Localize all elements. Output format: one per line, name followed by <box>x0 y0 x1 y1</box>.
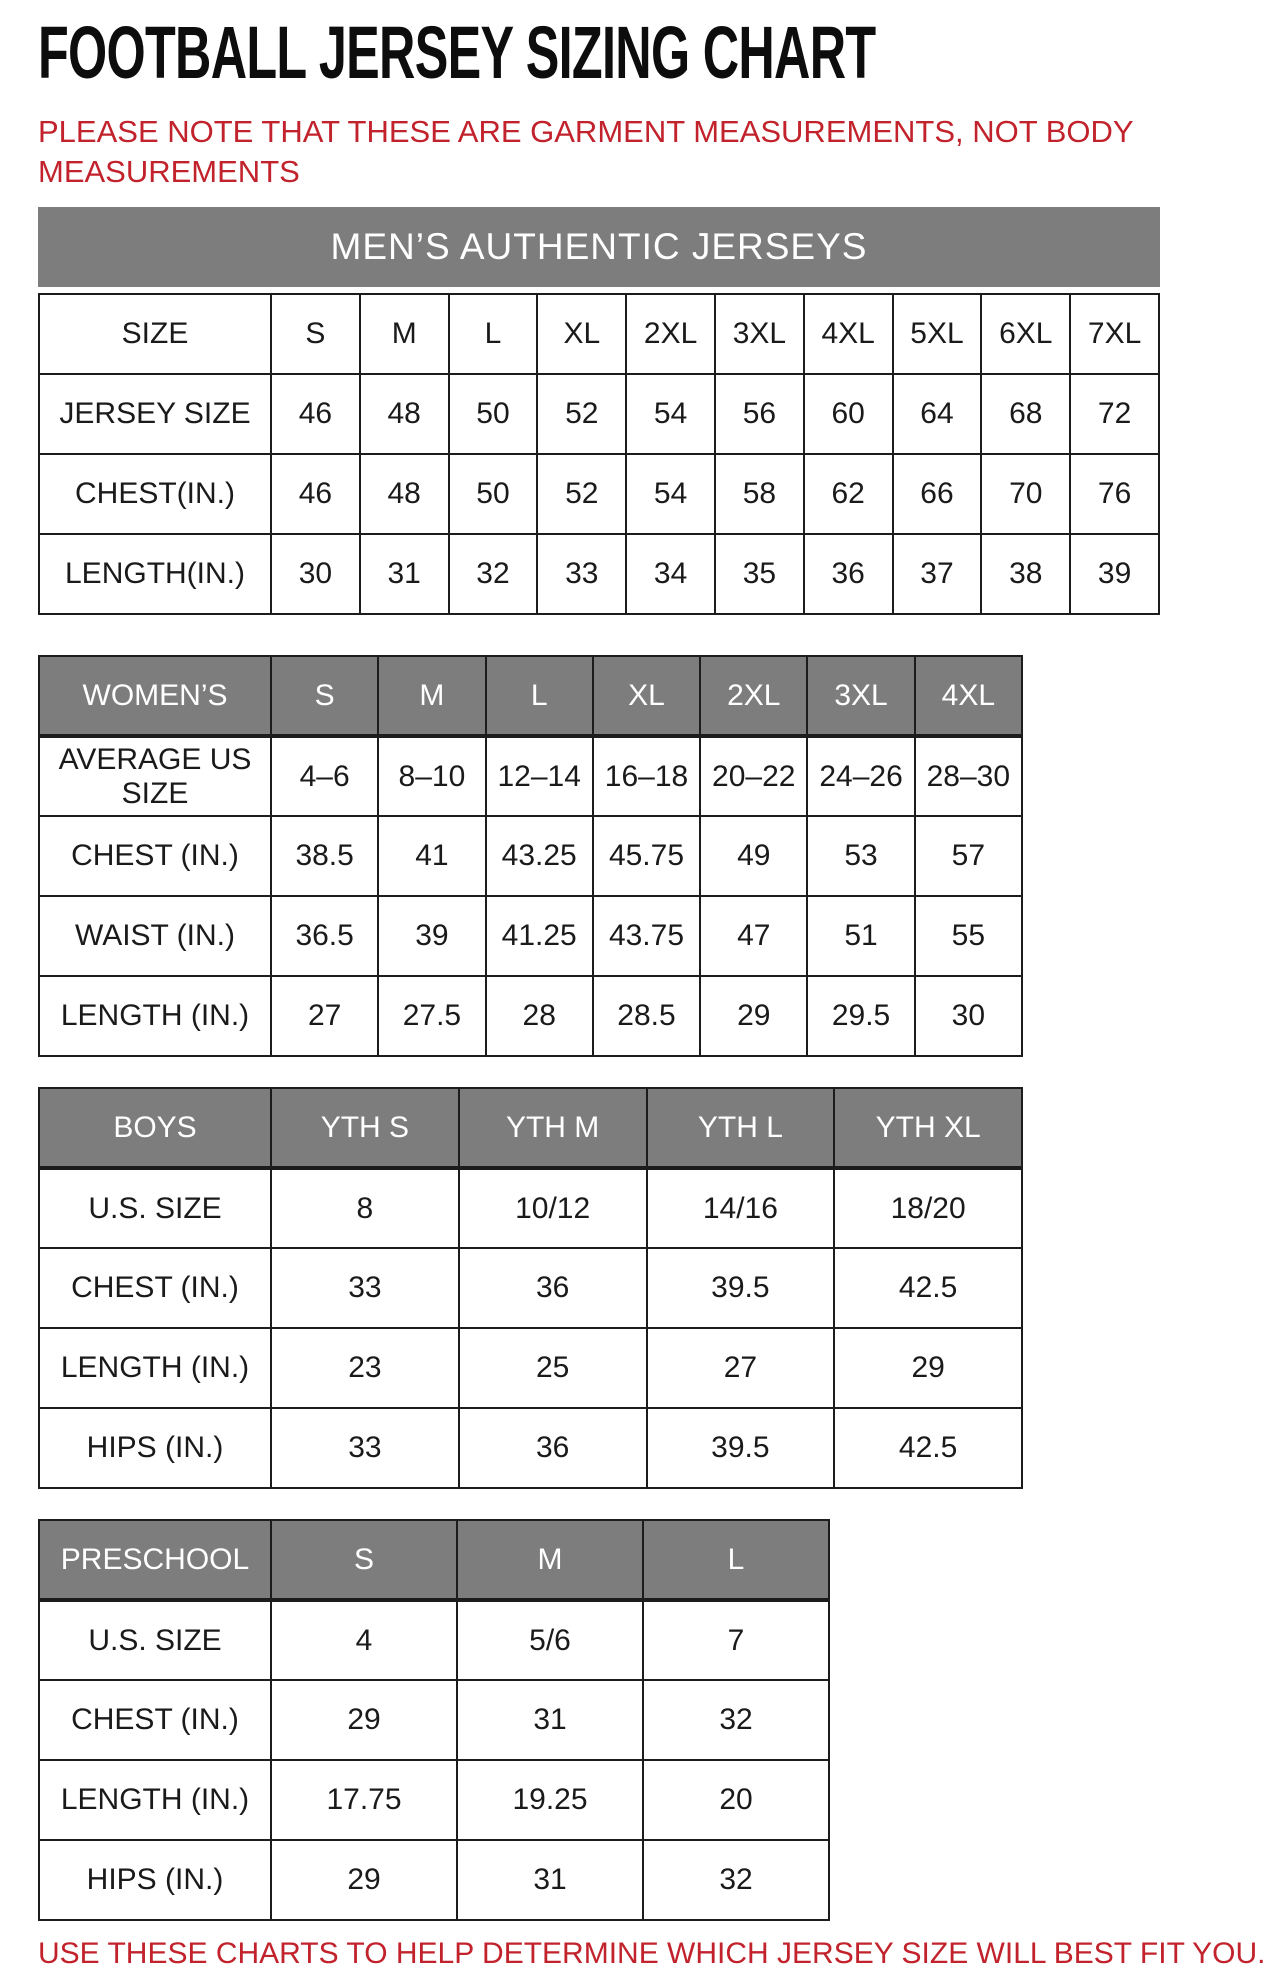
data-cell: 37 <box>893 534 982 614</box>
boys-row-u-s-size <box>39 1168 1022 1248</box>
row-label: HIPS (IN.) <box>39 1840 271 1920</box>
boys-row-hips-in- <box>39 1408 1022 1488</box>
row-label: HIPS (IN.) <box>39 1408 271 1488</box>
data-cell: 28.5 <box>593 976 700 1056</box>
boys-sizing-table <box>38 1087 1023 1489</box>
womens-header-row <box>39 656 1022 736</box>
womens-column-header-3xl: 3XL <box>807 656 914 736</box>
boys-column-header-yth-s: YTH S <box>271 1088 459 1168</box>
row-label: LENGTH (IN.) <box>39 1760 271 1840</box>
data-cell: 31 <box>360 534 449 614</box>
data-cell: 50 <box>449 374 538 454</box>
data-cell: 8–10 <box>378 736 485 816</box>
data-cell: 39 <box>1070 534 1159 614</box>
data-cell: 4 <box>271 1600 457 1680</box>
boys-column-header-yth-m: YTH M <box>459 1088 647 1168</box>
data-cell: 7 <box>643 1600 829 1680</box>
preschool-column-header-s: S <box>271 1520 457 1600</box>
data-cell: 31 <box>457 1840 643 1920</box>
data-cell: 48 <box>360 374 449 454</box>
data-cell: 29 <box>271 1680 457 1760</box>
preschool-row-u-s-size <box>39 1600 829 1680</box>
footer-note: USE THESE CHARTS TO HELP DETERMINE WHICH JERSEY SIZE WILL BEST FIT YOU. <box>38 1937 1266 1971</box>
mens-row-length-in- <box>39 534 1159 614</box>
data-cell: 64 <box>893 374 982 454</box>
data-cell: 38 <box>981 534 1070 614</box>
page-title: FOOTBALL JERSEY SIZING CHART <box>38 11 876 94</box>
row-label: JERSEY SIZE <box>39 374 271 454</box>
data-cell: 27 <box>271 976 378 1056</box>
mens-header-row <box>39 294 1159 374</box>
data-cell: 30 <box>915 976 1022 1056</box>
data-cell: 35 <box>715 534 804 614</box>
data-cell: 32 <box>449 534 538 614</box>
data-cell: 51 <box>807 896 914 976</box>
row-label: CHEST (IN.) <box>39 816 271 896</box>
data-cell: 56 <box>715 374 804 454</box>
data-cell: 39.5 <box>647 1408 835 1488</box>
data-cell: 45.75 <box>593 816 700 896</box>
data-cell: 46 <box>271 374 360 454</box>
womens-row-chest-in- <box>39 816 1022 896</box>
data-cell: 66 <box>893 454 982 534</box>
data-cell: 43.75 <box>593 896 700 976</box>
data-cell: 39.5 <box>647 1248 835 1328</box>
mens-column-header-5xl: 5XL <box>893 294 982 374</box>
mens-column-header-2xl: 2XL <box>626 294 715 374</box>
boys-column-header-label: BOYS <box>39 1088 271 1168</box>
row-label: LENGTH (IN.) <box>39 976 271 1056</box>
data-cell: 25 <box>459 1328 647 1408</box>
data-cell: 16–18 <box>593 736 700 816</box>
data-cell: 33 <box>537 534 626 614</box>
data-cell: 38.5 <box>271 816 378 896</box>
mens-sizing-table <box>38 293 1160 615</box>
data-cell: 36 <box>459 1248 647 1328</box>
garment-measurements-note <box>38 112 1200 191</box>
mens-row-jersey-size <box>39 374 1159 454</box>
data-cell: 29 <box>834 1328 1022 1408</box>
preschool-sizing-table <box>38 1519 830 1921</box>
row-label: CHEST (IN.) <box>39 1248 271 1328</box>
note-line-2: MEASUREMENTS <box>38 153 300 189</box>
row-label: CHEST (IN.) <box>39 1680 271 1760</box>
data-cell: 29 <box>700 976 807 1056</box>
data-cell: 24–26 <box>807 736 914 816</box>
boys-column-header-yth-xl: YTH XL <box>834 1088 1022 1168</box>
data-cell: 62 <box>804 454 893 534</box>
data-cell: 41.25 <box>486 896 593 976</box>
data-cell: 29.5 <box>807 976 914 1056</box>
data-cell: 27.5 <box>378 976 485 1056</box>
data-cell: 36 <box>804 534 893 614</box>
mens-row-chest-in- <box>39 454 1159 534</box>
data-cell: 68 <box>981 374 1070 454</box>
data-cell: 4–6 <box>271 736 378 816</box>
data-cell: 8 <box>271 1168 459 1248</box>
data-cell: 20–22 <box>700 736 807 816</box>
data-cell: 50 <box>449 454 538 534</box>
boys-row-chest-in- <box>39 1248 1022 1328</box>
womens-row-waist-in- <box>39 896 1022 976</box>
data-cell: 52 <box>537 454 626 534</box>
data-cell: 52 <box>537 374 626 454</box>
boys-row-length-in- <box>39 1328 1022 1408</box>
preschool-row-chest-in- <box>39 1680 829 1760</box>
data-cell: 5/6 <box>457 1600 643 1680</box>
womens-column-header-label: WOMEN’S <box>39 656 271 736</box>
data-cell: 36 <box>459 1408 647 1488</box>
preschool-column-header-label: PRESCHOOL <box>39 1520 271 1600</box>
data-cell: 54 <box>626 374 715 454</box>
data-cell: 72 <box>1070 374 1159 454</box>
data-cell: 36.5 <box>271 896 378 976</box>
mens-column-header-6xl: 6XL <box>981 294 1070 374</box>
boys-header-row <box>39 1088 1022 1168</box>
data-cell: 76 <box>1070 454 1159 534</box>
data-cell: 53 <box>807 816 914 896</box>
mens-column-header-s: S <box>271 294 360 374</box>
data-cell: 32 <box>643 1680 829 1760</box>
data-cell: 19.25 <box>457 1760 643 1840</box>
row-label: U.S. SIZE <box>39 1600 271 1680</box>
data-cell: 47 <box>700 896 807 976</box>
data-cell: 33 <box>271 1408 459 1488</box>
womens-sizing-table <box>38 655 1023 1057</box>
boys-column-header-yth-l: YTH L <box>647 1088 835 1168</box>
row-label: CHEST(IN.) <box>39 454 271 534</box>
data-cell: 42.5 <box>834 1408 1022 1488</box>
data-cell: 12–14 <box>486 736 593 816</box>
data-cell: 17.75 <box>271 1760 457 1840</box>
data-cell: 60 <box>804 374 893 454</box>
womens-row-average-us-size <box>39 736 1022 816</box>
data-cell: 43.25 <box>486 816 593 896</box>
preschool-row-hips-in- <box>39 1840 829 1920</box>
data-cell: 18/20 <box>834 1168 1022 1248</box>
data-cell: 29 <box>271 1840 457 1920</box>
data-cell: 39 <box>378 896 485 976</box>
data-cell: 23 <box>271 1328 459 1408</box>
mens-column-header-xl: XL <box>537 294 626 374</box>
data-cell: 46 <box>271 454 360 534</box>
row-label: WAIST (IN.) <box>39 896 271 976</box>
row-label: LENGTH (IN.) <box>39 1328 271 1408</box>
womens-column-header-m: M <box>378 656 485 736</box>
data-cell: 31 <box>457 1680 643 1760</box>
preschool-column-header-m: M <box>457 1520 643 1600</box>
row-label: U.S. SIZE <box>39 1168 271 1248</box>
data-cell: 42.5 <box>834 1248 1022 1328</box>
data-cell: 57 <box>915 816 1022 896</box>
data-cell: 27 <box>647 1328 835 1408</box>
data-cell: 55 <box>915 896 1022 976</box>
preschool-header-row <box>39 1520 829 1600</box>
data-cell: 70 <box>981 454 1070 534</box>
womens-column-header-xl: XL <box>593 656 700 736</box>
data-cell: 14/16 <box>647 1168 835 1248</box>
mens-column-header-label: SIZE <box>39 294 271 374</box>
womens-column-header-4xl: 4XL <box>915 656 1022 736</box>
mens-column-header-7xl: 7XL <box>1070 294 1159 374</box>
note-line-1: PLEASE NOTE THAT THESE ARE GARMENT MEASUREMENTS, NOT BODY <box>38 114 1134 149</box>
mens-authentic-jerseys-banner: MEN’S AUTHENTIC JERSEYS <box>38 207 1160 287</box>
mens-column-header-4xl: 4XL <box>804 294 893 374</box>
data-cell: 58 <box>715 454 804 534</box>
data-cell: 28–30 <box>915 736 1022 816</box>
data-cell: 33 <box>271 1248 459 1328</box>
data-cell: 10/12 <box>459 1168 647 1248</box>
mens-column-header-m: M <box>360 294 449 374</box>
data-cell: 41 <box>378 816 485 896</box>
data-cell: 30 <box>271 534 360 614</box>
row-label: AVERAGE US SIZE <box>39 736 271 816</box>
data-cell: 28 <box>486 976 593 1056</box>
data-cell: 32 <box>643 1840 829 1920</box>
preschool-row-length-in- <box>39 1760 829 1840</box>
womens-row-length-in- <box>39 976 1022 1056</box>
womens-column-header-s: S <box>271 656 378 736</box>
data-cell: 49 <box>700 816 807 896</box>
mens-column-header-3xl: 3XL <box>715 294 804 374</box>
womens-column-header-l: L <box>486 656 593 736</box>
data-cell: 48 <box>360 454 449 534</box>
data-cell: 34 <box>626 534 715 614</box>
mens-column-header-l: L <box>449 294 538 374</box>
data-cell: 20 <box>643 1760 829 1840</box>
data-cell: 54 <box>626 454 715 534</box>
row-label: LENGTH(IN.) <box>39 534 271 614</box>
womens-column-header-2xl: 2XL <box>700 656 807 736</box>
preschool-column-header-l: L <box>643 1520 829 1600</box>
